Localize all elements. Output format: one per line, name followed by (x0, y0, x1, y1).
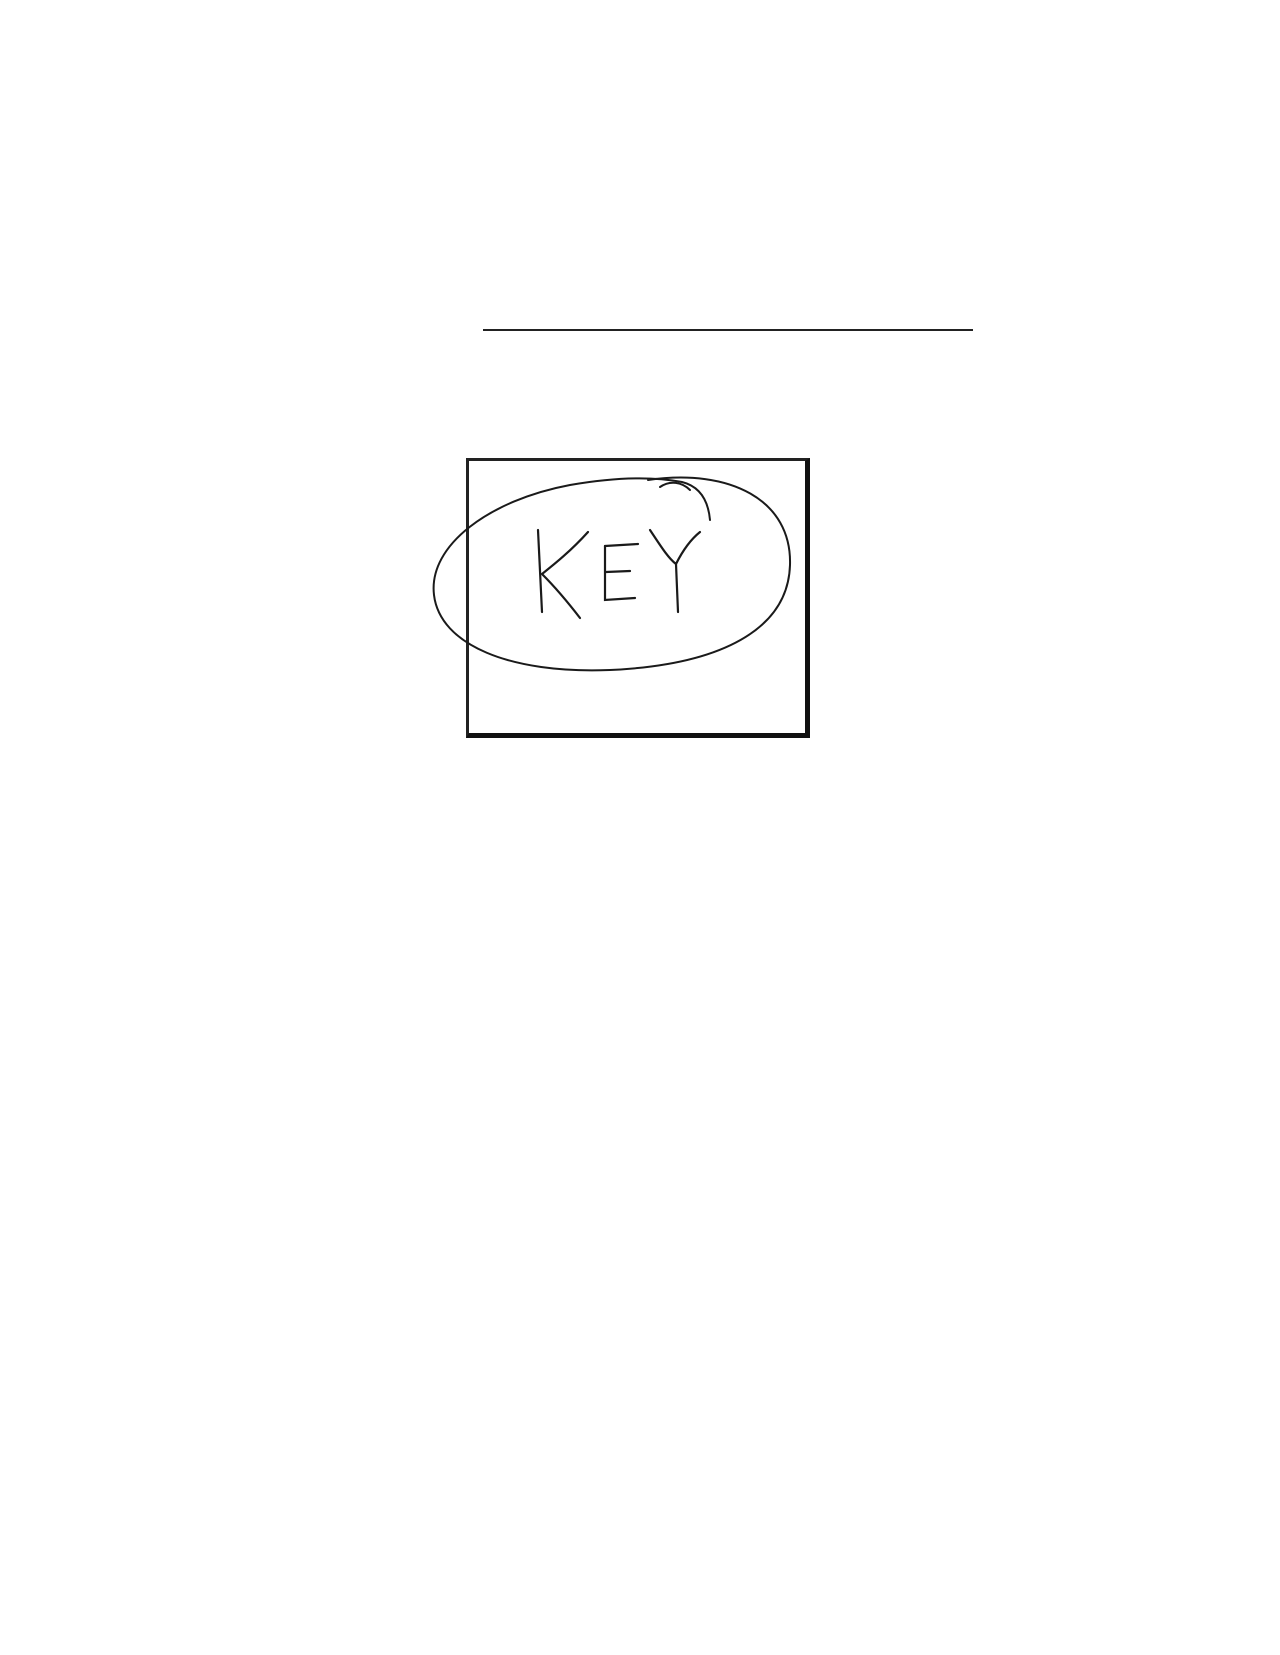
key-circle (434, 478, 790, 671)
name-blank-line[interactable] (483, 329, 973, 331)
key-handwriting (420, 460, 820, 690)
